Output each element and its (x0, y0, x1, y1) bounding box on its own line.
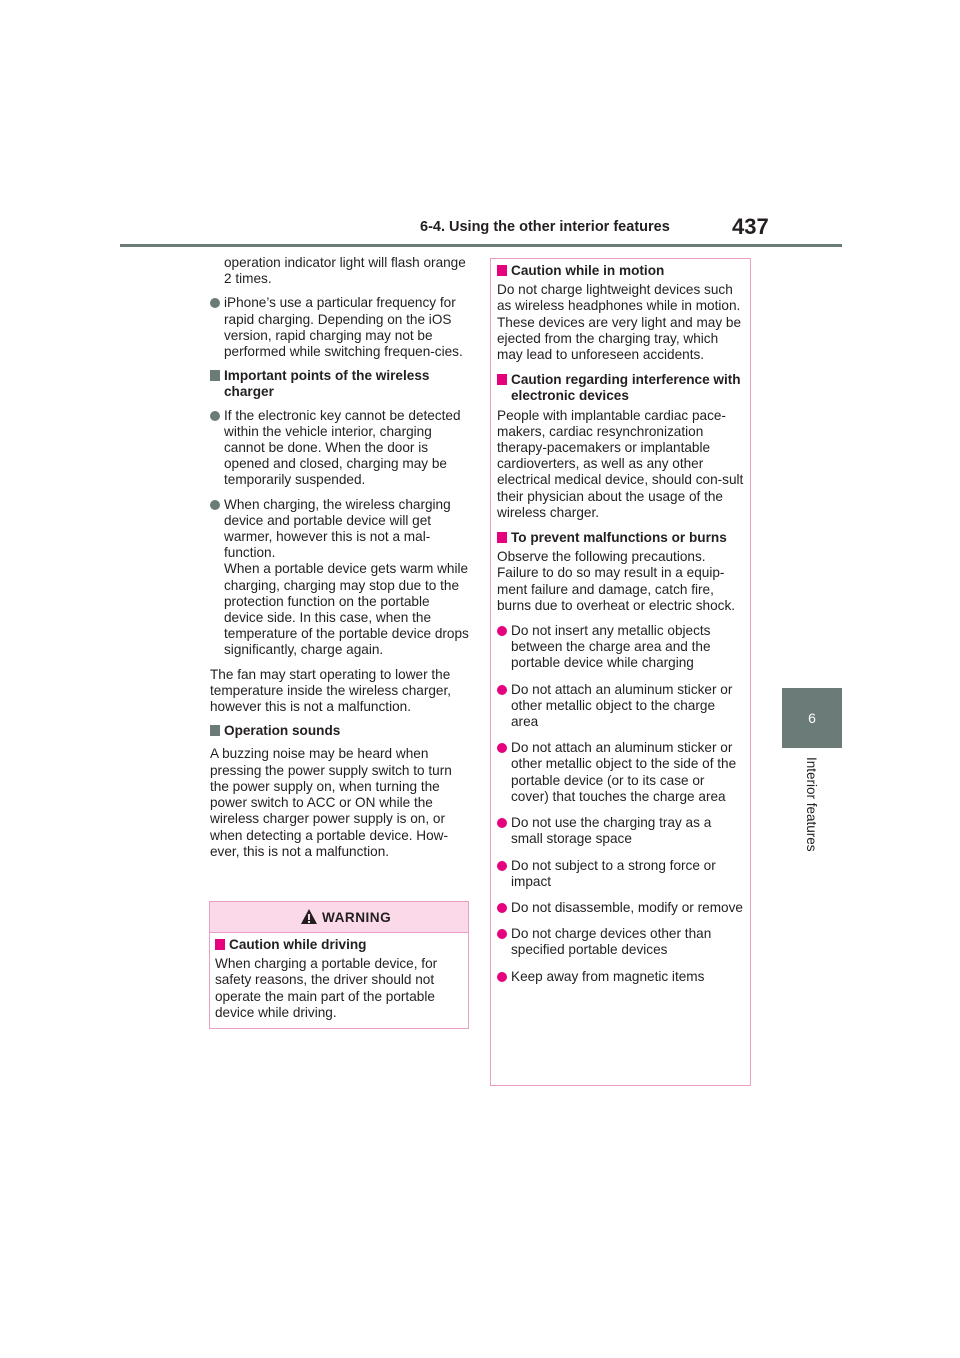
bullet-text: iPhone’s use a particular frequency for rapid charging. Depending on the iOS version, rapid charging may not be performed while switching frequen-cies. (224, 295, 463, 360)
motion-heading (497, 263, 744, 279)
bullet-icon (497, 972, 507, 982)
list-item (497, 969, 744, 985)
warning-box (209, 901, 469, 1029)
list-item (497, 623, 744, 672)
page-number: 437 (732, 214, 769, 239)
list-item (497, 740, 744, 805)
bullet-icon (210, 411, 220, 421)
chapter-label-text: Interior features (804, 757, 819, 852)
bullet-icon (497, 903, 507, 913)
prevent-heading (497, 530, 744, 546)
square-bullet-icon (497, 265, 507, 276)
list-item (497, 926, 744, 958)
bullet-text: Do not subject to a strong force or impact (511, 857, 716, 889)
fan-paragraph: The fan may start operating to lower the temperature inside the wireless charger, however this is not a malfunction. (210, 666, 452, 715)
bullet-text: Do not use the charging tray as a small storage space (511, 815, 712, 847)
list-item (210, 295, 472, 360)
bullet-icon (497, 818, 507, 828)
bullet-text: Do not insert any metallic objects between the charge area and the portable device while charging (511, 623, 711, 671)
square-bullet-icon (497, 374, 507, 385)
square-bullet-icon (497, 532, 507, 543)
bullet-text-continued: When a portable device gets warm while charging, charging may stop due to the protection function on the portable device side. In this case, when the temperature of the portable device drops significantly, charge again. (224, 561, 469, 658)
bullet-text: Do not charge devices other than specified portable devices (511, 926, 712, 958)
intro-continuation (210, 255, 472, 287)
heading-text: Important points of the wireless charger (224, 368, 430, 400)
bullet-text: Keep away from magnetic items (511, 968, 705, 984)
warning-triangle-icon (300, 908, 318, 925)
operation-sounds-paragraph: A buzzing noise may be heard when pressing the power supply switch to turn the power supply on, when turning the power switch to ACC or ON while the wireless charger power supply is on, or when detecting a portable device. How-ever, this is not a malfunction. (210, 746, 452, 859)
caution-box (490, 258, 751, 1086)
section-title: 6-4. Using the other interior features (420, 219, 670, 235)
bullet-icon (210, 500, 220, 510)
chapter-label (800, 757, 824, 877)
heading-text: Caution while in motion (511, 263, 665, 278)
bullet-icon (497, 929, 507, 939)
bullet-text: When charging, the wireless charging device and portable device will get warmer, however this is not a mal-function. (224, 496, 451, 561)
heading-text: Caution while driving (229, 937, 367, 952)
header-divider (120, 244, 842, 247)
bullet-icon (497, 626, 507, 636)
chapter-tab[interactable]: 6 (782, 688, 842, 748)
interference-heading (497, 372, 744, 404)
square-bullet-icon (215, 939, 225, 950)
important-points-heading (210, 368, 472, 400)
list-item (497, 858, 744, 890)
warning-title: WARNING (322, 910, 392, 925)
motion-text: Do not charge lightweight devices such as wireless headphones while in motion. These devices are very light and may be ejected from the charging tray, which may lead to unforeseen accidents. (497, 282, 742, 363)
operation-sounds-heading (210, 723, 472, 739)
bullet-text: If the electronic key cannot be detected within the vehicle interior, charging cannot be done. When the door is opened and closed, charging may be temporarily suspended. (224, 407, 461, 488)
warning-header (210, 902, 468, 933)
interference-text: People with implantable cardiac pace-makers, cardiac resynchronization therapy-pacemakers or implantable cardioverters, as well as any other electrical medical device, should con-sult their physician about the usage of the wireless charger. (497, 407, 744, 520)
square-bullet-icon (210, 725, 220, 736)
prevent-text: Observe the following precautions. Failure to do so may result in a equip-ment failure and damage, catch fire, burns due to overheat or electric shock. (497, 549, 736, 613)
bullet-text: Do not disassemble, modify or remove (511, 899, 743, 915)
warning-heading (215, 937, 463, 953)
bullet-icon (210, 298, 220, 308)
list-item (210, 408, 472, 489)
list-item (210, 497, 472, 659)
square-bullet-icon (210, 370, 220, 381)
bullet-icon (497, 861, 507, 871)
list-item (497, 815, 744, 847)
bullet-icon (497, 743, 507, 753)
heading-text: Operation sounds (224, 723, 341, 739)
bullet-text: Do not attach an aluminum sticker or other metallic object to the side of the portable device (or to its case or cover) that touches the charge area (511, 740, 737, 804)
list-item (497, 682, 744, 731)
list-item (497, 900, 744, 916)
intro-continuation-text: operation indicator light will flash orange 2 times. (224, 255, 466, 287)
bullet-icon (497, 685, 507, 695)
heading-text: Caution regarding interference with electronic devices (511, 372, 741, 404)
heading-text: To prevent malfunctions or burns (511, 530, 727, 546)
left-column (210, 255, 472, 868)
warning-text: When charging a portable device, for safety reasons, the driver should not operate the main part of the portable device while driving. (215, 956, 438, 1020)
bullet-text: Do not attach an aluminum sticker or other metallic object to the charge area (511, 681, 733, 730)
